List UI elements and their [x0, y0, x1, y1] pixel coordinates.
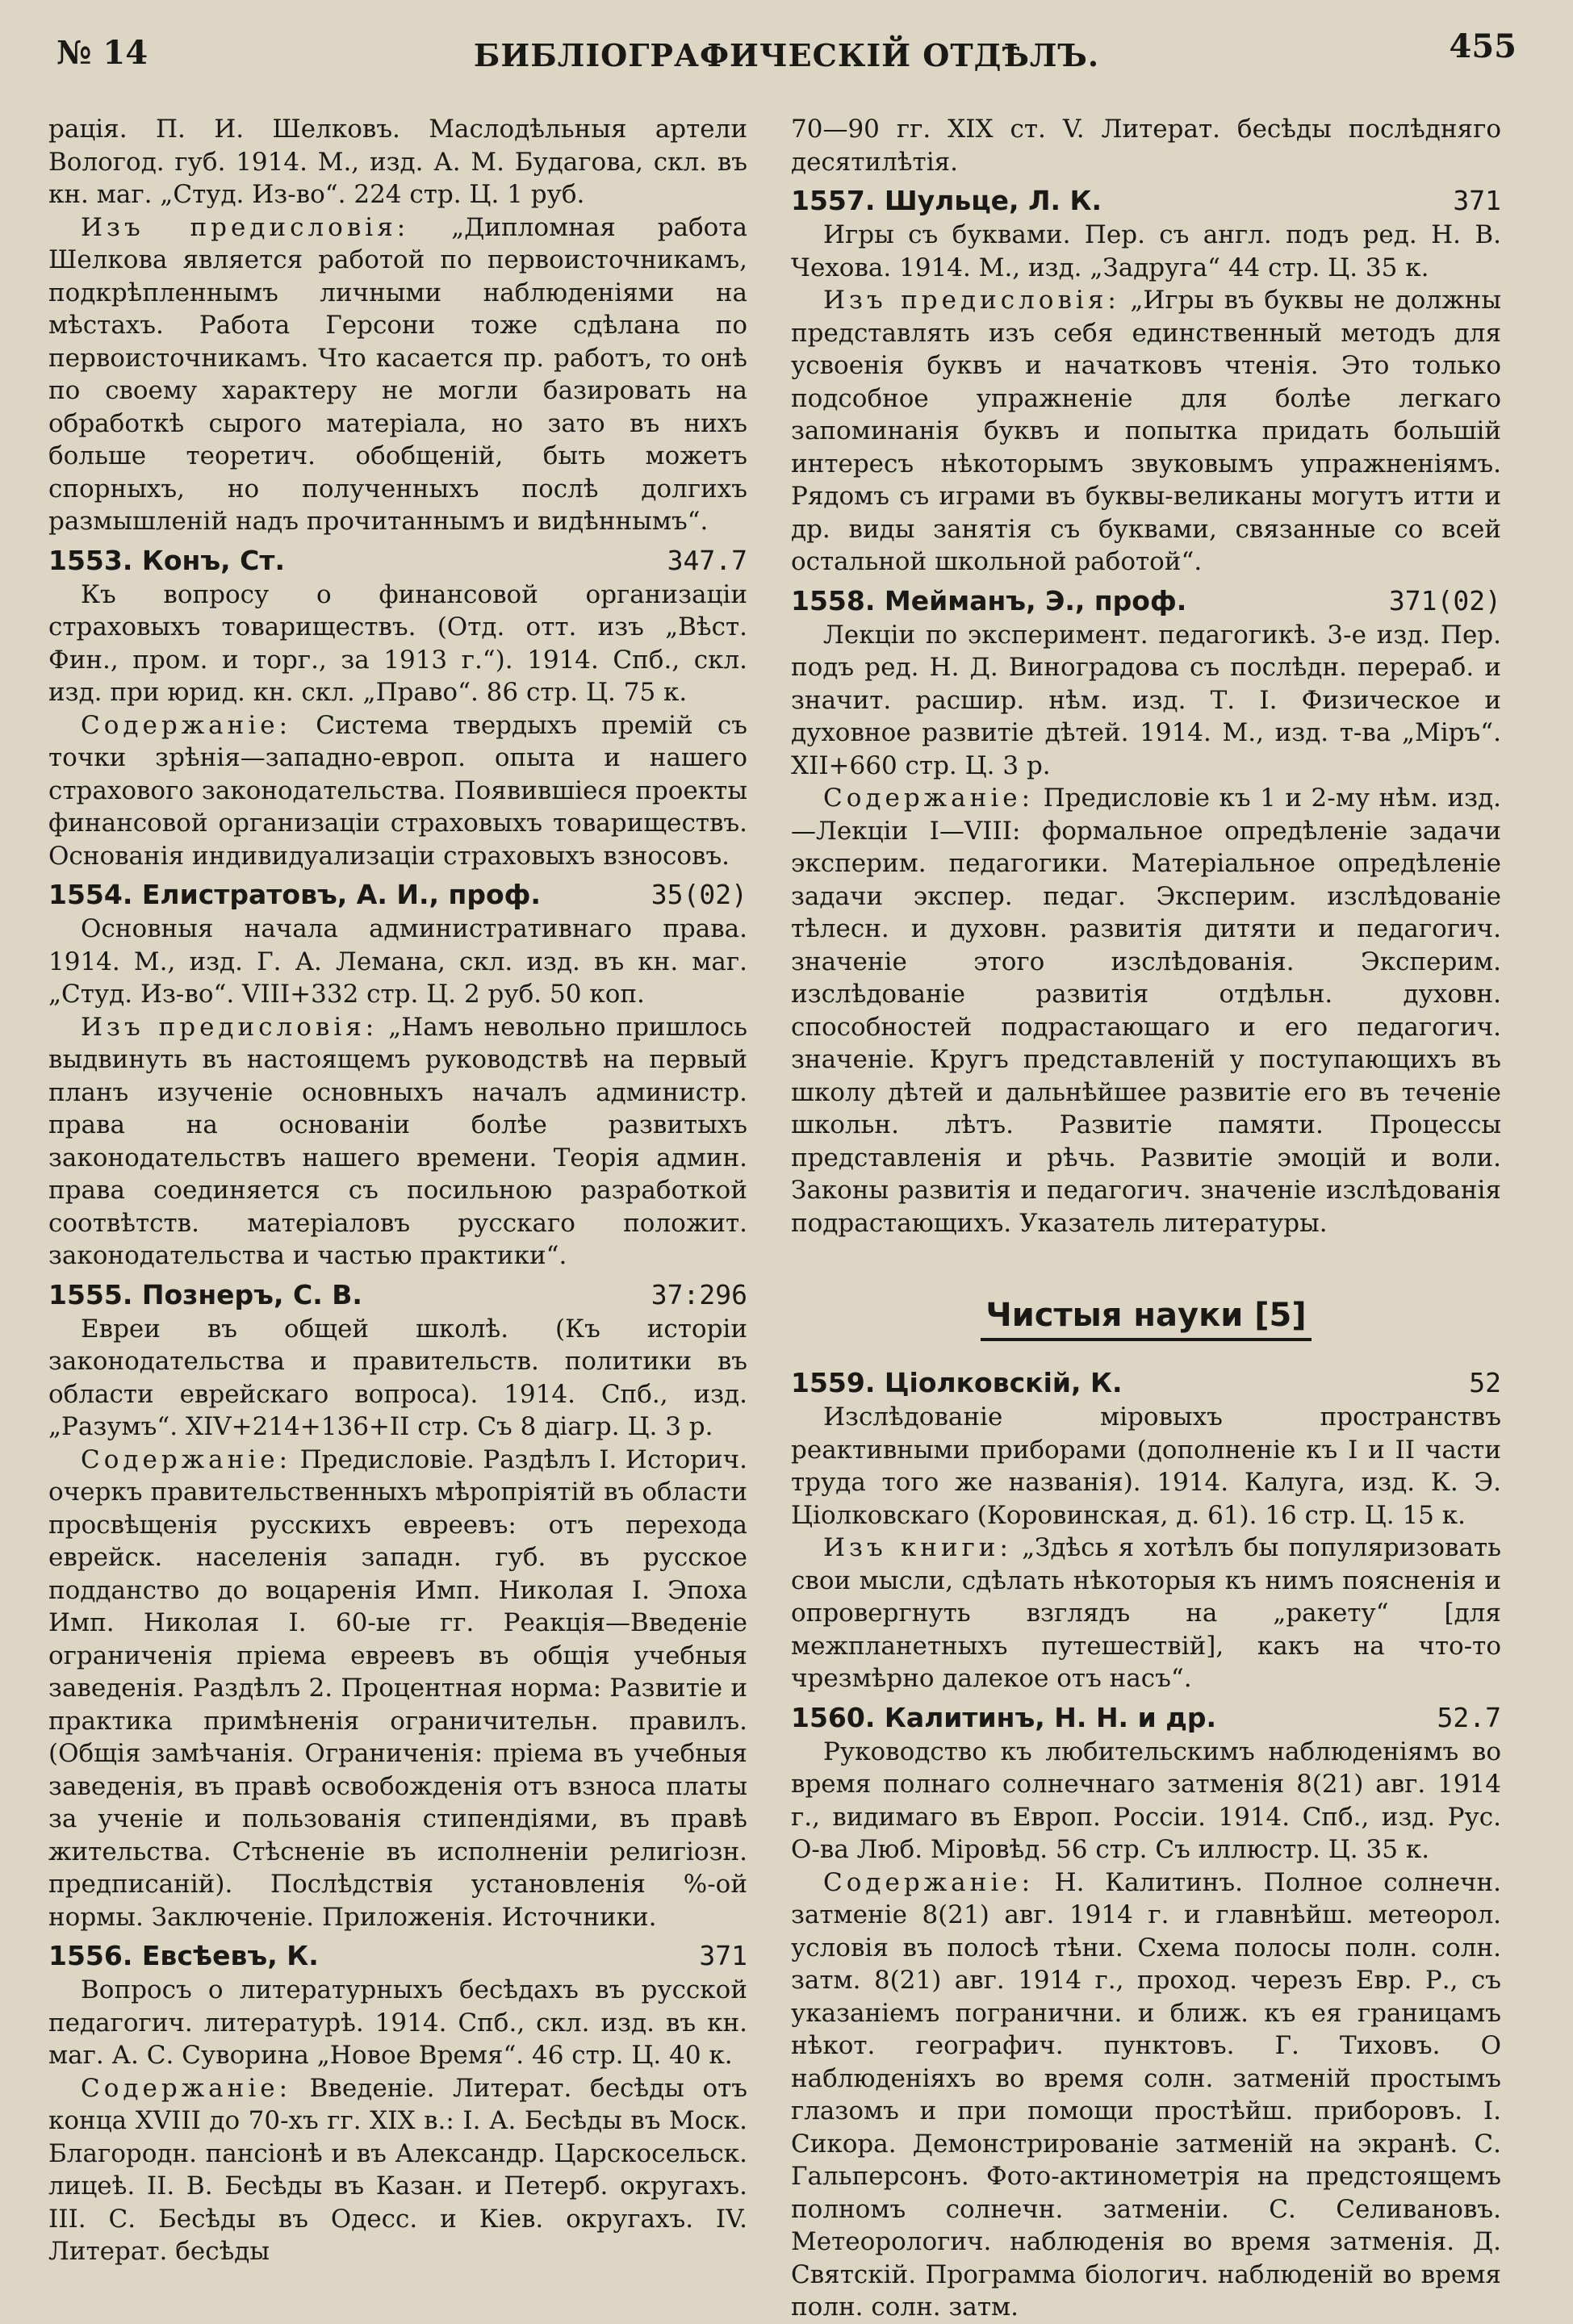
- entry-heading: [48, 877, 747, 913]
- bibliography-entry: [791, 583, 1501, 1240]
- annotation-label: Содержаніе:: [81, 1444, 292, 1474]
- continued-entry-quote: [48, 211, 747, 538]
- bibliography-entry: [48, 877, 747, 1273]
- entry-annotation: [48, 1011, 747, 1273]
- annotation-text: Система твердыхъ премій съ точки зрѣнія—западно-европ. опыта и нашего страхового законодательства. Появившіеся проекты финансовой организаціи страховыхъ товариществъ. Основанія индивидуализаціи страховыхъ взносовъ.: [48, 710, 747, 871]
- entry-heading: [791, 1365, 1501, 1401]
- entry-description: Руководство къ любительскимъ наблюденіямъ во время полнаго солнечнаго затменія 8(21) авг. 1914 г., видимаго въ Европ. Россіи. 1914. Спб., изд. Рус. О-ва Люб. Міровѣд. 56 стр. Съ иллюстр. Ц. 35 к.: [791, 1737, 1501, 1864]
- bibliography-entry: [791, 1365, 1501, 1695]
- entry-heading-main: [48, 1277, 362, 1313]
- annotation-label: Изъ предисловія:: [823, 286, 1120, 315]
- bibliography-entry: [791, 1700, 1501, 2324]
- entry-number: 1559.: [791, 1367, 876, 1398]
- entry-annotation: [791, 1866, 1501, 2324]
- entry-author: Шульце, Л. К.: [884, 185, 1102, 216]
- annotation-label: Содержаніе:: [823, 1867, 1035, 1897]
- entry-heading: [48, 1277, 747, 1313]
- entry-author: Мейманъ, Э., проф.: [884, 584, 1187, 617]
- entry-number: 1554.: [48, 879, 133, 910]
- entry-heading-main: [791, 183, 1102, 219]
- bibliography-entry: [48, 1938, 747, 2268]
- running-header: [56, 24, 1517, 73]
- bibliography-entry: [791, 183, 1501, 579]
- entry-heading-main: [791, 1365, 1123, 1401]
- entry-author: Познеръ, С. В.: [141, 1278, 362, 1310]
- annotation-text: „Игры въ буквы не должны представлять изъ себя единственный методъ для усвоенія буквъ и начатковъ чтенія. Это только подсобное упражненіе для болѣе легкаго запоминанія буквъ и попытка придать большій интересъ нѣкоторымъ звуковымъ упражненіямъ. Рядомъ съ играми въ буквы-великаны могутъ итти и др. виды занятія съ буквами, связанные со всей остальной школьной работой“.: [791, 286, 1501, 576]
- entry-heading-main: [48, 877, 541, 913]
- entry-annotation: [48, 2072, 747, 2268]
- right-entries-after: [791, 1365, 1501, 2324]
- annotation-text: Н. Калитинъ. Полное солнечн. затменіе 8(21) авг. 1914 г. и главнѣйш. метеорол. условія въ полосѣ тѣни. Схема полосы полн. солн. затм. 8(21) авг. 1914 г., проход. черезъ Евр. Р., съ указаніемъ погранични. и ближ. къ ея границамъ нѣкот. географич. пунктовъ. Г. Тиховъ. О наблюденіяхъ во время солн. затменій простымъ глазомъ и при помощи простѣйш. приборовъ. I. Сикора. Демонстрированіе затменій на экранѣ. С. Гальперсонъ. Фото-актинометрія на предстоящемъ полномъ солнечн. затменіи. С. Селивановъ. Метеорологич. наблюденія во время затменія. Д. Святскій. Программа біологич. наблюденій во время полн. солн. затм.: [791, 1867, 1501, 2322]
- entry-number: 1553.: [48, 544, 133, 576]
- annotation-text: „Здѣсь я хотѣлъ бы популяризовать свои мысли, сдѣлать нѣкоторыя къ нимъ поясненія и опровергнуть взглядъ на „ракету“ [для межпланетныхъ путешествій], какъ на что-то чрезмѣрно далекое отъ насъ“.: [791, 1533, 1501, 1693]
- entry-heading: [48, 1938, 747, 1974]
- classification-code: 371(02): [1388, 584, 1501, 617]
- entry-author: Ціолковскій, К.: [884, 1367, 1123, 1398]
- entry-number: 1557.: [791, 185, 876, 216]
- left-entries: [48, 543, 747, 2268]
- bibliography-entry: [48, 543, 747, 873]
- entry-description: Вопросъ о литературныхъ бесѣдахъ въ русской педагогич. литературѣ. 1914. Спб., скл. изд. въ кн. маг. А. С. Суворина „Новое Время“. 46 стр. Ц. 40 к.: [48, 1975, 747, 2070]
- entry-annotation: [791, 284, 1501, 579]
- classification-code: 371: [1453, 185, 1501, 216]
- entry-number: 1558.: [791, 584, 876, 617]
- entry-heading-main: [791, 1700, 1216, 1736]
- entry-description: Изслѣдованіе міровыхъ пространствъ реактивными приборами (дополненіе къ I и II части труда того же названія). 1914. Калуга, изд. К. Э. Ціолковскаго (Коровинская, д. 61). 16 стр. Ц. 15 к.: [791, 1402, 1501, 1530]
- entry-description: Евреи въ общей школѣ. (Къ исторіи законодательства и правительств. политики въ области еврейскаго вопроса). 1914. Спб., изд. „Разумъ“. XIV+214+136+II стр. Съ 8 діагр. Ц. 3 р.: [48, 1314, 747, 1441]
- classification-code: 52.7: [1437, 1701, 1501, 1733]
- entry-annotation: [48, 1444, 747, 1934]
- entry-heading: [791, 183, 1501, 219]
- continued-entry-text: рація. П. И. Шелковъ. Маслодѣльныя артели Вологод. губ. 1914. М., изд. А. М. Будагова, скл. въ кн. маг. „Студ. Из-во“. 224 стр. Ц. 1 руб.: [48, 115, 747, 209]
- annotation-text: „Намъ невольно пришлось выдвинуть въ настоящемъ руководствѣ на первый планъ изученіе основныхъ началъ администр. права на основаніи болѣе развитыхъ законодательствъ нашего времени. Теорія админ. права соединяется съ посильною разработкой соотвѣтств. матеріаловъ русскаго положит. законодательства и частью практики“.: [48, 1012, 747, 1270]
- entry-description: Лекціи по эксперимент. педагогикѣ. 3-е изд. Пер. подъ ред. Н. Д. Виноградова съ послѣдн. перераб. и значит. расшир. нѣм. изд. Т. I. Физическое и духовное развитіе дѣтей. 1914. М., изд. т-ва „Міръ“. XII+660 стр. Ц. 3 р.: [791, 620, 1501, 780]
- entry-annotation: [791, 782, 1501, 1239]
- right-entries-before: [791, 183, 1501, 1239]
- classification-code: 371: [699, 1940, 747, 1971]
- entry-heading-main: [48, 1938, 319, 1974]
- quote-text: „Дипломная работа Шелкова является работой по первоисточникамъ, подкрѣпленнымъ личными наблюденіями на мѣстахъ. Работа Герсони тоже сдѣлана по первоисточникамъ. Что касается пр. работъ, то онѣ по своему характеру не могли базировать на обработкѣ сырого матеріала, но зато въ нихъ больше теоретич. обобщеній, быть можетъ спорныхъ, но полученныхъ послѣ долгихъ размышленій надъ прочитаннымъ и видѣннымъ“.: [48, 212, 747, 536]
- continued-entry-text: 70—90 гг. XIX ст. V. Литерат. бесѣды послѣдняго десятилѣтія.: [791, 115, 1501, 177]
- entry-heading: [791, 1700, 1501, 1736]
- annotation-label: Содержаніе:: [81, 710, 292, 740]
- annotation-label: Изъ предисловія:: [81, 1012, 379, 1042]
- entry-author: Калитинъ, Н. Н. и др.: [884, 1701, 1217, 1733]
- classification-code: 347.7: [667, 544, 747, 576]
- entry-number: 1555.: [48, 1278, 133, 1310]
- entry-description: Игры съ буквами. Пер. съ англ. подъ ред. Н. В. Чехова. 1914. М., изд. „Задруга“ 44 стр. Ц. 35 к.: [791, 220, 1501, 282]
- entry-annotation: [48, 709, 747, 873]
- entry-heading: [48, 543, 747, 579]
- quote-label: Изъ предисловія:: [81, 212, 410, 242]
- left-column: [48, 113, 747, 2272]
- page-number: 455: [1449, 27, 1517, 65]
- annotation-label: Содержаніе:: [81, 2073, 292, 2103]
- entry-author: Елистратовъ, А. И., проф.: [141, 879, 541, 910]
- annotation-label: Содержаніе:: [823, 784, 1035, 813]
- entry-description: Къ вопросу о финансовой организаціи страховыхъ товариществъ. (Отд. отт. изъ „Вѣст. Фин., пром. и торг., за 1913 г.“). 1914. Спб., скл. изд. при юрид. кн. скл. „Право“. 86 стр. Ц. 75 к.: [48, 579, 747, 707]
- entry-annotation: [791, 1532, 1501, 1695]
- section-heading: [791, 1296, 1501, 1341]
- classification-code: 35(02): [651, 879, 747, 910]
- entry-number: 1560.: [791, 1701, 876, 1733]
- right-column: [791, 113, 1501, 2322]
- issue-number: № 14: [56, 34, 149, 72]
- annotation-text: Предисловіе къ 1 и 2-му нѣм. изд.—Лекціи I—VIII: формальное опредѣленіе задачи эксперим. педагогики. Матеріальное опредѣленіе задачи экспер. педаг. Эксперим. изслѣдованіе тѣлесн. и духовн. развитія дитяти и педагогич. значеніе этого изслѣдованія. Эксперим. изслѣдованіе развитія отдѣльн. духовн. способностей подрастающаго и его педагогич. значеніе. Кругъ представленій у поступающихъ въ школу дѣтей и дальнѣйшее развитіе его въ теченіе школьн. лѣтъ. Развитіе памяти. Процессы представленія и рѣчь. Развитіе эмоцій и воли. Законы развитія и педагогич. значеніе изслѣдованія подрастающихъ. Указатель литературы.: [791, 784, 1501, 1238]
- entry-heading-main: [48, 543, 285, 579]
- annotation-text: Предисловіе. Раздѣлъ I. Историч. очеркъ правительственныхъ мѣропріятій въ области просвѣщенія русскихъ евреевъ: отъ перехода еврейск. населенія западн. губ. въ русское подданство до воцаренія Имп. Николая I. Эпоха Имп. Николая I. 60-ые гг. Реакція—Введеніе ограниченія пріема евреевъ въ общія учебныя заведенія. Раздѣлъ 2. Процентная норма: Развитіе и практика примѣненія ограничительн. правилъ. (Общія замѣчанія. Ограниченія: пріема въ учебныя заведенія, въ правѣ освобожденія отъ взноса платы за ученіе и пользованія стипендіями, въ правѣ жительства. Стѣсненіе въ исполненіи религіозн. предписаній). Послѣдствія установленія %-ой нормы. Заключеніе. Приложенія. Источники.: [48, 1444, 747, 1932]
- classification-code: 37:296: [651, 1278, 747, 1310]
- classification-code: 52: [1469, 1367, 1501, 1398]
- annotation-label: Изъ книги:: [823, 1533, 1012, 1562]
- entry-heading-main: [791, 583, 1186, 619]
- section-title: Чистыя науки [5]: [981, 1296, 1311, 1341]
- section-header-title: БИБЛIОГРАФИЧЕСКIЙ ОТДѢЛЪ.: [473, 37, 1100, 73]
- bibliography-entry: [48, 1277, 747, 1934]
- entry-heading: [791, 583, 1501, 619]
- annotation-text: Введеніе. Литерат. бесѣды отъ конца XVIII до 70-хъ гг. XIX в.: I. А. Бесѣды въ Моск. Благородн. пансіонѣ и въ Александр. Царскосельск. лицеѣ. II. В. Бесѣды въ Казан. и Петерб. округахъ. III. С. Бесѣды въ Одесс. и Кіев. округахъ. IV. Литерат. бесѣды: [48, 2073, 747, 2266]
- entry-description: Основныя начала административнаго права. 1914. М., изд. Г. А. Лемана, скл. изд. въ кн. маг. „Студ. Из-во“. VIII+332 стр. Ц. 2 руб. 50 коп.: [48, 914, 747, 1009]
- entry-author: Евсѣевъ, К.: [141, 1940, 319, 1971]
- entry-author: Конъ, Ст.: [141, 544, 286, 576]
- entry-number: 1556.: [48, 1940, 133, 1971]
